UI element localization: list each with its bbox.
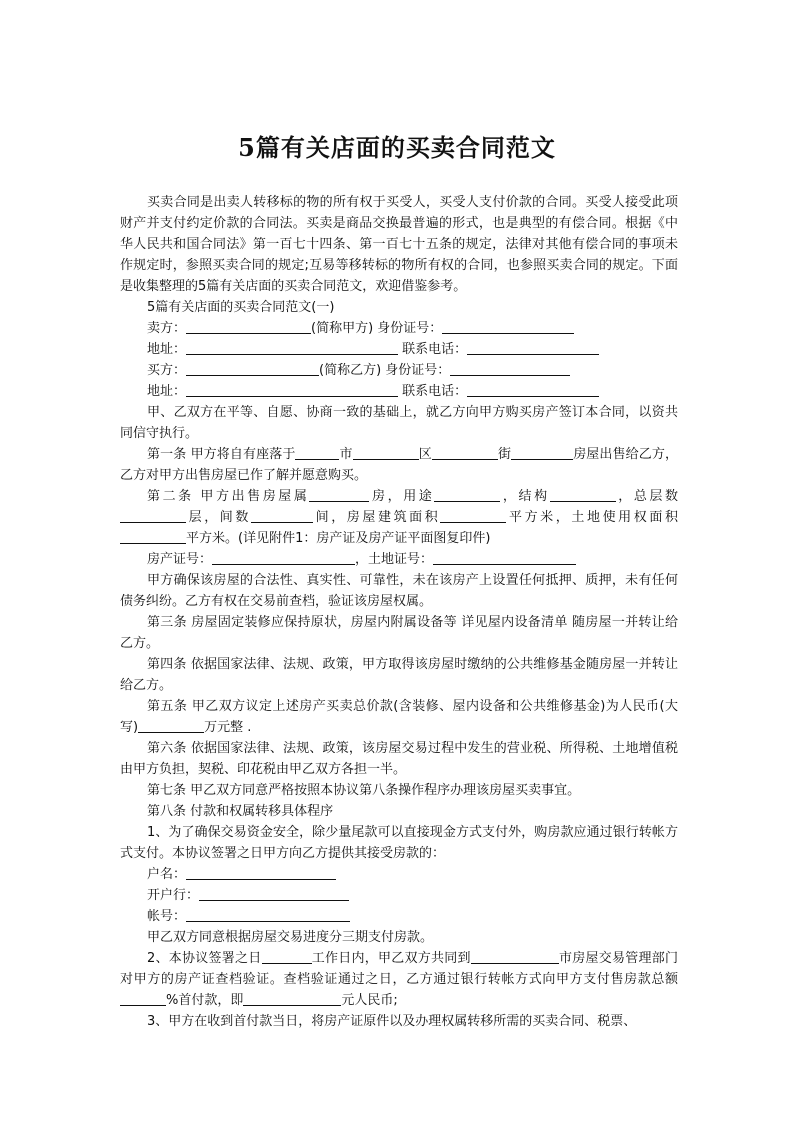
article-2-rooms: 层，间数 bbox=[186, 510, 251, 525]
district-blank bbox=[353, 446, 419, 460]
step-2-down-payment: %首付款，即 bbox=[166, 993, 244, 1008]
article-1-city: 市 bbox=[339, 447, 353, 462]
structure-blank bbox=[550, 488, 616, 502]
account-number-label: 帐号： bbox=[147, 909, 187, 924]
certificate-line bbox=[120, 549, 678, 570]
account-bank-blank bbox=[199, 887, 349, 901]
preamble-paragraph: 甲、乙双方在平等、自愿、协商一致的基础上，就乙方向甲方购买房产签订本合同，以资共同信守执行。 bbox=[120, 405, 678, 441]
seller-label: 卖方： bbox=[147, 321, 187, 336]
article-3: 第三条 房屋固定装修应保持原状，房屋内附属设备等 详见屋内设备清单 随房屋一并转让给乙方。 bbox=[120, 615, 678, 651]
account-bank-line bbox=[120, 885, 678, 906]
property-cert-label: 房产证号： bbox=[147, 552, 213, 567]
step-3: 3、甲方在收到首付款当日，将房产证原件以及办理权属转移所需的买卖合同、税票、 bbox=[147, 1014, 637, 1029]
buyer-address-blank bbox=[186, 383, 398, 397]
land-area-blank bbox=[120, 530, 186, 544]
down-payment-percent-blank bbox=[120, 992, 166, 1006]
phone-label: 联系电话： bbox=[398, 384, 468, 399]
document-body bbox=[120, 192, 678, 1032]
seller-line bbox=[120, 318, 678, 339]
article-4: 第四条 依据国家法律、法规、政策，甲方取得该房屋时缴纳的公共维修基金随房屋一并转让给乙方。 bbox=[120, 657, 678, 693]
article-2 bbox=[120, 486, 678, 549]
account-name-line bbox=[120, 864, 678, 885]
house-blank bbox=[511, 446, 573, 460]
office-city-blank bbox=[471, 950, 559, 964]
account-bank-label: 开户行： bbox=[147, 888, 200, 903]
article-5-text: 第五条 甲乙双方议定上述房产买卖总价款(含装修、屋内设备和公共维修基金)为人民币(大写) bbox=[120, 699, 678, 735]
step-2-currency: 元人民币; bbox=[341, 993, 398, 1008]
land-cert-blank bbox=[433, 551, 576, 565]
article-5 bbox=[120, 696, 678, 738]
account-number-line bbox=[120, 906, 678, 927]
article-6: 第六条 依据国家法律、法规、政策，该房屋交易过程中发生的营业税、所得税、土地增值税由甲方负担，契税、印花税由甲乙双方各担一半。 bbox=[120, 741, 678, 777]
property-type-blank bbox=[309, 488, 369, 502]
article-1-rest: 房屋出售给乙方，乙方对甲方出售房屋已作了解并愿意购买。 bbox=[120, 447, 678, 483]
article-2-structure: ，结构 bbox=[500, 489, 550, 504]
city-blank bbox=[295, 446, 339, 460]
article-2-land-area: 平方米，土地使用权面积 bbox=[506, 510, 678, 525]
land-cert-label: ，土地证号： bbox=[355, 552, 434, 567]
price-blank bbox=[138, 719, 204, 733]
stages-paragraph: 甲乙双方同意根据房屋交易进度分三期支付房款。 bbox=[147, 930, 434, 945]
phone-label: 联系电话： bbox=[398, 342, 468, 357]
buyer-id-blank bbox=[450, 362, 570, 376]
article-2-text: 第二条 甲方出售房屋属 bbox=[147, 489, 310, 504]
address-label: 地址： bbox=[147, 384, 187, 399]
seller-name-blank bbox=[186, 320, 311, 334]
step-2-office: 工作日内，甲乙双方共同到 bbox=[311, 951, 471, 966]
article-1-district: 区 bbox=[418, 447, 432, 462]
article-8: 第八条 付款和权属转移具体程序 bbox=[147, 804, 334, 819]
article-5-unit: 万元整 . bbox=[204, 720, 252, 735]
rooms-blank bbox=[251, 509, 313, 523]
intro-paragraph: 买卖合同是出卖人转移标的物的所有权于买受人，买受人支付价款的合同。买受人接受此项财产并支付约定价款的合同法。买卖是商品交换最普遍的形式，也是典型的有偿合同。根据《中华人民共和国合同法》第一百七十四条、第一百七十五条的规定，法律对其他有偿合同的事项未作规定时，参照买卖合同的规定;互易等移转标的物所有权的合同，也参照买卖合同的规定。下面是收集整理的5篇有关店面的买卖合同范文，欢迎借鉴参考。 bbox=[120, 195, 678, 294]
buyer-line bbox=[120, 360, 678, 381]
account-name-label: 户名： bbox=[147, 867, 187, 882]
buyer-label: 买方： bbox=[147, 363, 187, 378]
guarantee-paragraph: 甲方确保该房屋的合法性、真实性、可靠性，未在该房产上设置任何抵押、质押，未有任何债务纠纷。乙方有权在交易前查档，验证该房屋权属。 bbox=[120, 573, 678, 609]
article-2-usage: 房，用途 bbox=[369, 489, 435, 504]
step-2 bbox=[120, 948, 678, 1011]
account-number-blank bbox=[186, 908, 350, 922]
seller-address-line bbox=[120, 339, 678, 360]
step-1: 1、为了确保交易资金安全，除少量尾款可以直接现金方式支付外，购房款应通过银行转帐方式支付。本协议签署之日甲方向乙方提供其接受房款的： bbox=[120, 825, 678, 861]
article-2-area: 间，房屋建筑面积 bbox=[313, 510, 441, 525]
article-1 bbox=[120, 444, 678, 486]
seller-id-blank bbox=[442, 320, 574, 334]
workdays-blank bbox=[262, 950, 312, 964]
seller-phone-blank bbox=[467, 341, 599, 355]
floors-blank bbox=[120, 509, 186, 523]
document-title: 5篇有关店面的买卖合同范文 bbox=[238, 133, 556, 162]
address-label: 地址： bbox=[147, 342, 187, 357]
buyer-name-blank bbox=[186, 362, 319, 376]
account-name-blank bbox=[186, 866, 336, 880]
seller-address-blank bbox=[186, 341, 398, 355]
street-blank bbox=[432, 446, 498, 460]
area-blank bbox=[440, 509, 506, 523]
seller-mid-text: (简称甲方) 身份证号： bbox=[311, 321, 443, 336]
property-cert-blank bbox=[212, 551, 355, 565]
article-7: 第七条 甲乙双方同意严格按照本协议第八条操作程序办理该房屋买卖事宜。 bbox=[147, 783, 581, 798]
step-2-text: 2、本协议签署之日 bbox=[147, 951, 262, 966]
step-2-verify: 市房屋交易管理部门对甲方的房产证查档验证。查档验证通过之日，乙方通过银行转帐方式向甲方支付售房款总额 bbox=[120, 951, 678, 987]
article-2-floors: ，总层数 bbox=[615, 489, 678, 504]
down-payment-amount-blank bbox=[243, 992, 341, 1006]
article-1-street: 街 bbox=[497, 447, 512, 462]
article-1-text: 第一条 甲方将自有座落于 bbox=[147, 447, 296, 462]
buyer-phone-blank bbox=[467, 383, 599, 397]
section-heading: 5篇有关店面的买卖合同范文(一) bbox=[147, 300, 335, 315]
buyer-address-line bbox=[120, 381, 678, 402]
article-2-attachment: 平方米。(详见附件1：房产证及房产证平面图复印件) bbox=[186, 531, 491, 546]
buyer-mid-text: (简称乙方) 身份证号： bbox=[319, 363, 451, 378]
usage-blank bbox=[434, 488, 500, 502]
